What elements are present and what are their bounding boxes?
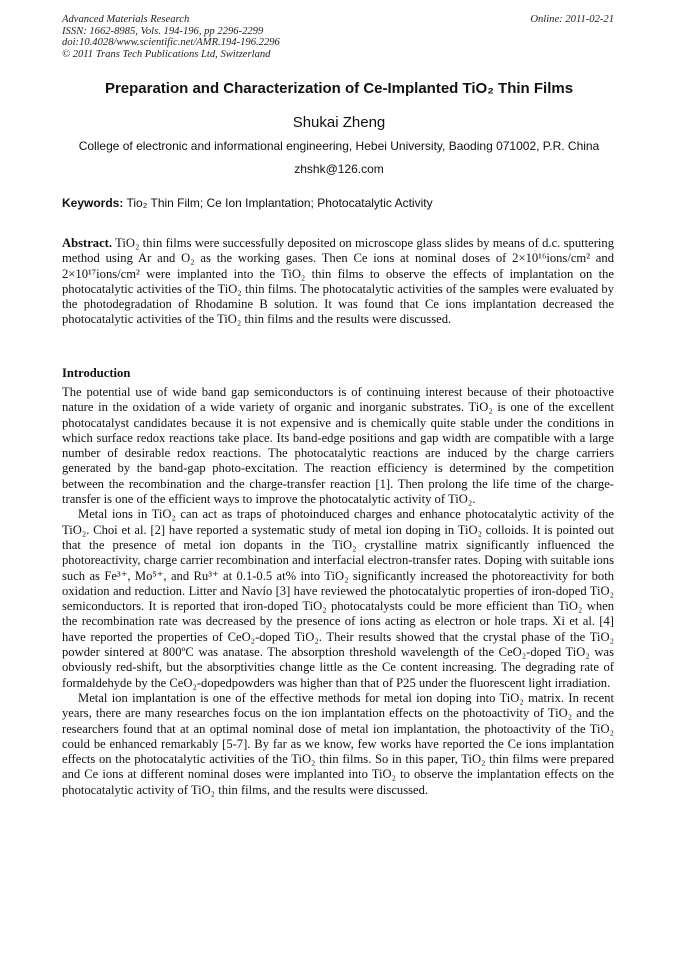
abstract bbox=[62, 236, 614, 328]
doi-line: doi:10.4028/www.scientific.net/AMR.194-196.2296 bbox=[62, 37, 280, 48]
author-email: zhshk@126.com bbox=[294, 162, 384, 176]
paragraph: The potential use of wide band gap semiconductors is of continuing interest because of their photoactive nature in the oxidation of a wide variety of organic and inorganic substrates. TiO₂ is one of the excellent photocatalyst candidates because it is not expensive and is chemically quite stable under the conditions in which surface redox reactions take place. Its band-edge positions and gap width are compatible with a large number of desirable redox reactions. The photocatalytic reactions are induced by the charge carriers generated by the band-gap photo-excitation. The reaction efficiency is determined by the competition between the recombination and the charge-transfer reaction [1]. Then prolong the life time of the charge-transfer is one of the efficient ways to improve the photocatalytic activity of TiO₂. bbox=[62, 385, 614, 507]
paper-title: Preparation and Characterization of Ce-Implanted TiO₂ Thin Films bbox=[104, 80, 574, 97]
copyright-line: © 2011 Trans Tech Publications Ltd, Switzerland bbox=[62, 48, 271, 60]
paragraph: Metal ion implantation is one of the effective methods for metal ion doping into TiO₂ matrix. In recent years, there are many researches focus on the ion implantation effects on the photoactivity of TiO₂ and the researchers found that at an optimal nominal dose of metal ion implantation, the photoactivity of the TiO₂ could be enhanced remarkably [5-7]. By far as we know, few works have reported the Ce ions implantation effects on the photocatalytic activities of the TiO₂ thin films. So in this paper, TiO₂ thin films were prepared and Ce ions at different nominal doses were implanted into TiO₂ to observe the implantation effects on the photocatalytic activity of TiO₂ thin films, and the results were discussed. bbox=[62, 690, 614, 797]
paragraph: Metal ions in TiO₂ can act as traps of photoinduced charges and enhance photocatalytic activity of the TiO₂. Choi et al. [2] have reported a systematic study of metal ion doping in TiO₂ colloids. It is pointed out that the presence of metal ion dopants in the TiO₂ crystalline matrix significantly influenced the photoreactivity, charge carrier recombination and interfacial electron-transfer rates. Doping with suitable ions such as Fe³⁺, Mo⁵⁺, and Ru³⁺ at 0.1-0.5 at% into TiO₂ significantly increased the photoreactivity for both oxidation and reduction. Litter and Navío [3] have reviewed the photocatalytic properties of iron-doped TiO₂ semiconductors. It is reported that iron-doped TiO₂ photocatalysts could be more efficient than TiO₂ when the recombination rate was decreased by the presence of ions acting as electron or hole traps. Xi et al. [4] have reported the properties of CeO₂-doped TiO₂. Their results showed that the crystal phase of the TiO₂ powder sintered at 800ºC was anatase. The absorption threshold wavelength of the CeO₂-doped TiO₂ was obviously red-shift, but the absorptivities change little as the Ce content increasing. The degrading rate of formaldehyde by the CeO₂-dopedpowders was higher than that of P25 under the fluorescent light irradiation. bbox=[62, 507, 614, 690]
introduction-body bbox=[62, 385, 614, 798]
author-affiliation: College of electronic and informational engineering, Hebei University, Baoding 071002, P.R. China bbox=[78, 139, 600, 153]
abstract-label: Abstract. bbox=[62, 236, 113, 250]
abstract-text: TiO₂ thin films were successfully deposited on microscope glass slides by means of d.c. sputtering method using Ar and O₂ as the working gases. Then Ce ions at nominal doses of 2×10¹⁶ions/cm² and 2×10¹⁷ions/cm² were implanted into the TiO₂ thin films to observe the effects of implantation on the photocatalytic activities of the TiO₂ thin films. The photocatalytic activities of the samples were evaluated by the photodegradation of Rhodamine B solution. It was found that Ce ions implantation decreased the photocatalytic activities of the TiO₂ thin films and the results were discussed. bbox=[62, 236, 614, 327]
issn-line: ISSN: 1662-8985, Vols. 194-196, pp 2296-2299 bbox=[62, 25, 264, 37]
journal-header bbox=[62, 14, 614, 60]
section-heading: Introduction bbox=[62, 366, 131, 380]
keywords-text: Tio₂ Thin Film; Ce Ion Implantation; Photocatalytic Activity bbox=[126, 196, 433, 210]
author-name: Shukai Zheng bbox=[292, 114, 386, 131]
online-date: Online: 2011-02-21 bbox=[530, 14, 614, 25]
keywords-line bbox=[62, 196, 614, 210]
journal-name: Advanced Materials Research bbox=[62, 14, 190, 25]
keywords-label: Keywords: bbox=[62, 196, 124, 210]
